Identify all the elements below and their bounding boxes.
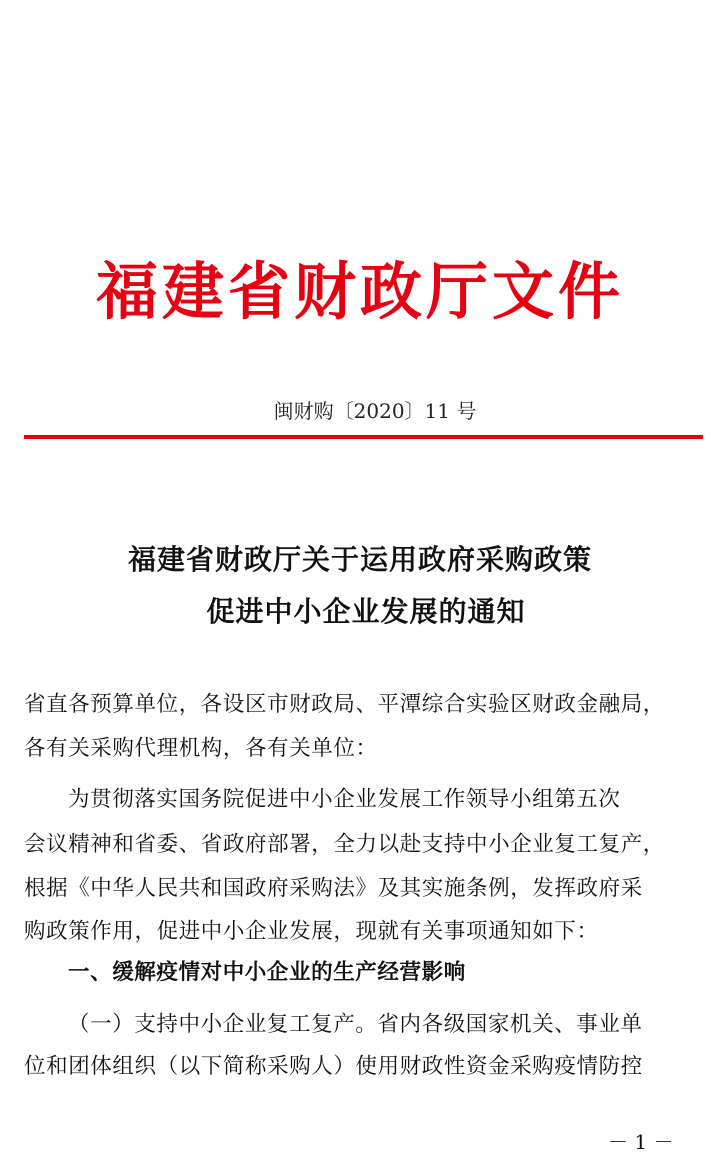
- body-line: 会议精神和省委、省政府部署，全力以赴支持中小企业复工复产，: [24, 832, 665, 857]
- page-number: － 1 －: [608, 1130, 674, 1154]
- document-number: 闽财购〔2020〕11 号: [273, 399, 477, 423]
- notice-title-line-1: 福建省财政厅关于运用政府采购政策: [127, 543, 592, 576]
- body-line: 为贯彻落实国务院促进中小企业发展工作领导小组第五次: [68, 787, 621, 812]
- body-line: 位和团体组织（以下简称采购人）使用财政性资金采购疫情防控: [24, 1054, 643, 1079]
- notice-title-line-2: 促进中小企业发展的通知: [206, 595, 526, 628]
- body-line: 根据《中华人民共和国政府采购法》及其实施条例，发挥政府采: [24, 876, 643, 901]
- body-line: 省直各预算单位，各设区市财政局、平潭综合实验区财政金融局，: [24, 692, 665, 717]
- red-divider-rule: [24, 435, 703, 439]
- section-heading: 一、缓解疫情对中小企业的生产经营影响: [68, 960, 466, 985]
- body-line: 各有关采购代理机构，各有关单位：: [24, 736, 378, 761]
- body-line: （一）支持中小企业复工复产。省内各级国家机关、事业单: [68, 1012, 643, 1037]
- document-header-title: 福建省财政厅文件: [95, 255, 624, 328]
- body-line: 购政策作用，促进中小企业发展，现就有关事项通知如下：: [24, 919, 599, 944]
